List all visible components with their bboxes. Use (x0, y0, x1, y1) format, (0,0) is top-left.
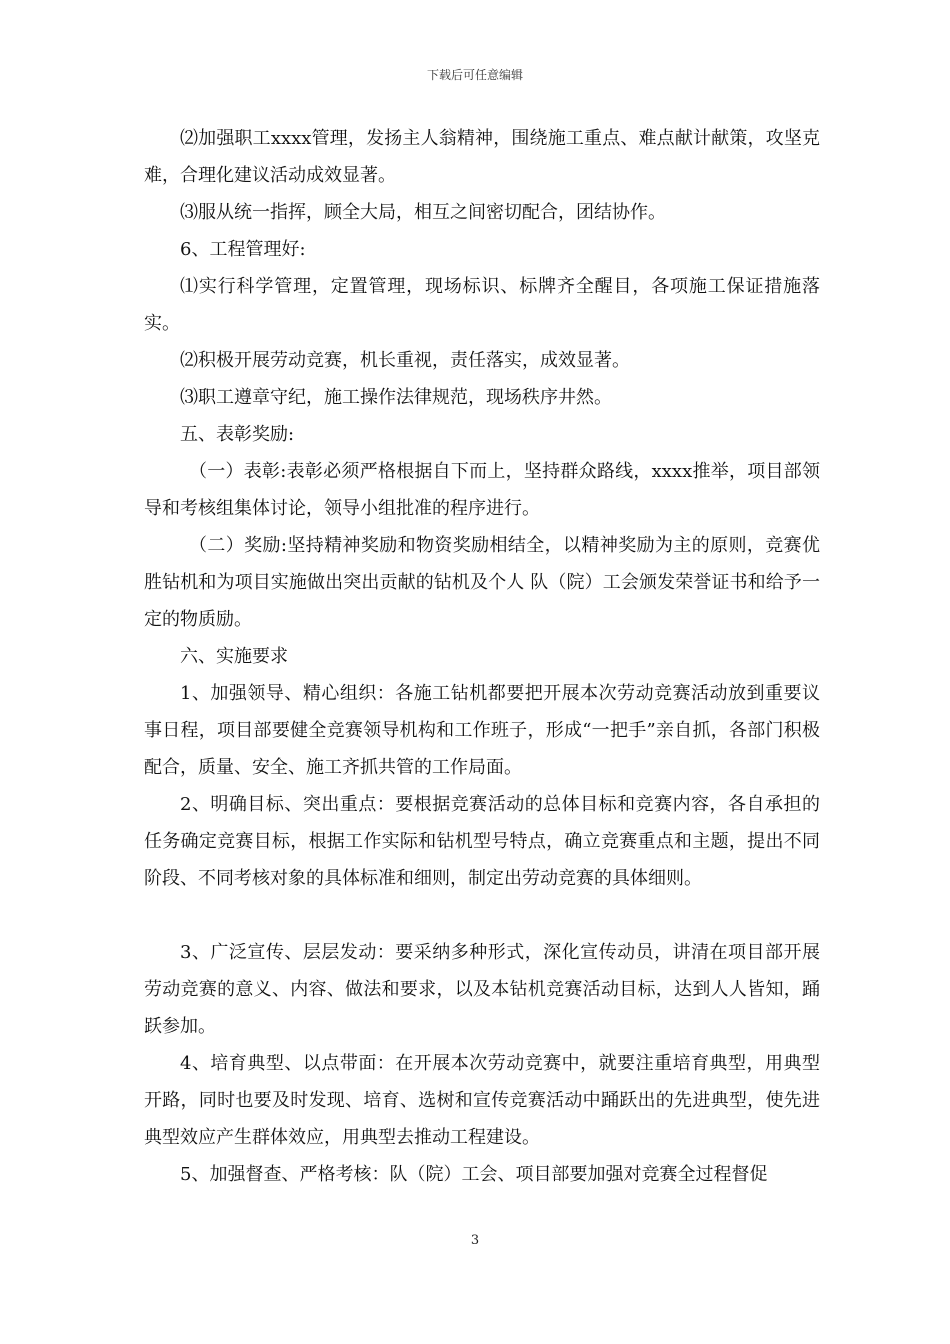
paragraph: （一）表彰:表彰必须严格根据自下而上，坚持群众路线，xxxx推举，项目部领导和考核组集体讨论，领导小组批准的程序进行。 (144, 461, 820, 519)
section-heading: 五、表彰奖励: (180, 424, 295, 445)
paragraph: 5、加强督查、严格考核：队（院）工会、项目部要加强对竞赛全过程督促 (180, 1164, 768, 1185)
paragraph: 1、加强领导、精心组织：各施工钻机都要把开展本次劳动竞赛活动放到重要议事日程，项目部要健全竞赛领导机构和工作班子，形成“一把手”亲自抓，各部门积极配合，质量、安全、施工齐抓共管的工作局面。 (144, 683, 820, 778)
paragraph: ⑶职工遵章守纪，施工操作法律规范，现场秩序井然。 (180, 387, 612, 408)
section-heading: 六、实施要求 (180, 646, 288, 667)
paragraph: （二）奖励:坚持精神奖励和物资奖励相结全，以精神奖励为主的原则，竞赛优胜钻机和为项目实施做出突出贡献的钻机及个人 队（院）工会颁发荣誉证书和给予一定的物质励。 (144, 535, 820, 630)
document-body (144, 120, 820, 1193)
paragraph: ⑶服从统一指挥，顾全大局，相互之间密切配合，团结协作。 (180, 202, 666, 223)
page-header: 下载后可任意编辑 (426, 68, 523, 82)
paragraph: ⑵积极开展劳动竞赛，机长重视，责任落实，成效显著。 (180, 350, 630, 371)
blank-line (144, 897, 820, 934)
paragraph: 3、广泛宣传、层层发动：要采纳多种形式，深化宣传动员，讲清在项目部开展劳动竞赛的意义、内容、做法和要求，以及本钻机竞赛活动目标，达到人人皆知，踊跃参加。 (144, 942, 820, 1037)
paragraph: ⑴实行科学管理，定置管理，现场标识、标牌齐全醒目，各项施工保证措施落实。 (144, 276, 820, 334)
paragraph: 2、明确目标、突出重点：要根据竞赛活动的总体目标和竞赛内容，各自承担的任务确定竞赛目标，根据工作实际和钻机型号特点，确立竞赛重点和主题，提出不同阶段、不同考核对象的具体标准和细则，制定出劳动竞赛的具体细则。 (144, 794, 820, 889)
paragraph: 4、培育典型、以点带面：在开展本次劳动竞赛中，就要注重培育典型，用典型开路，同时也要及时发现、培育、选树和宣传竞赛活动中踊跃出的先进典型，使先进典型效应产生群体效应，用典型去推动工程建设。 (144, 1053, 820, 1148)
page-number: 3 (470, 1233, 480, 1248)
section-heading: 6、工程管理好: (180, 239, 306, 260)
paragraph: ⑵加强职工xxxx管理，发扬主人翁精神，围绕施工重点、难点献计献策，攻坚克难，合理化建议活动成效显著。 (144, 128, 820, 186)
